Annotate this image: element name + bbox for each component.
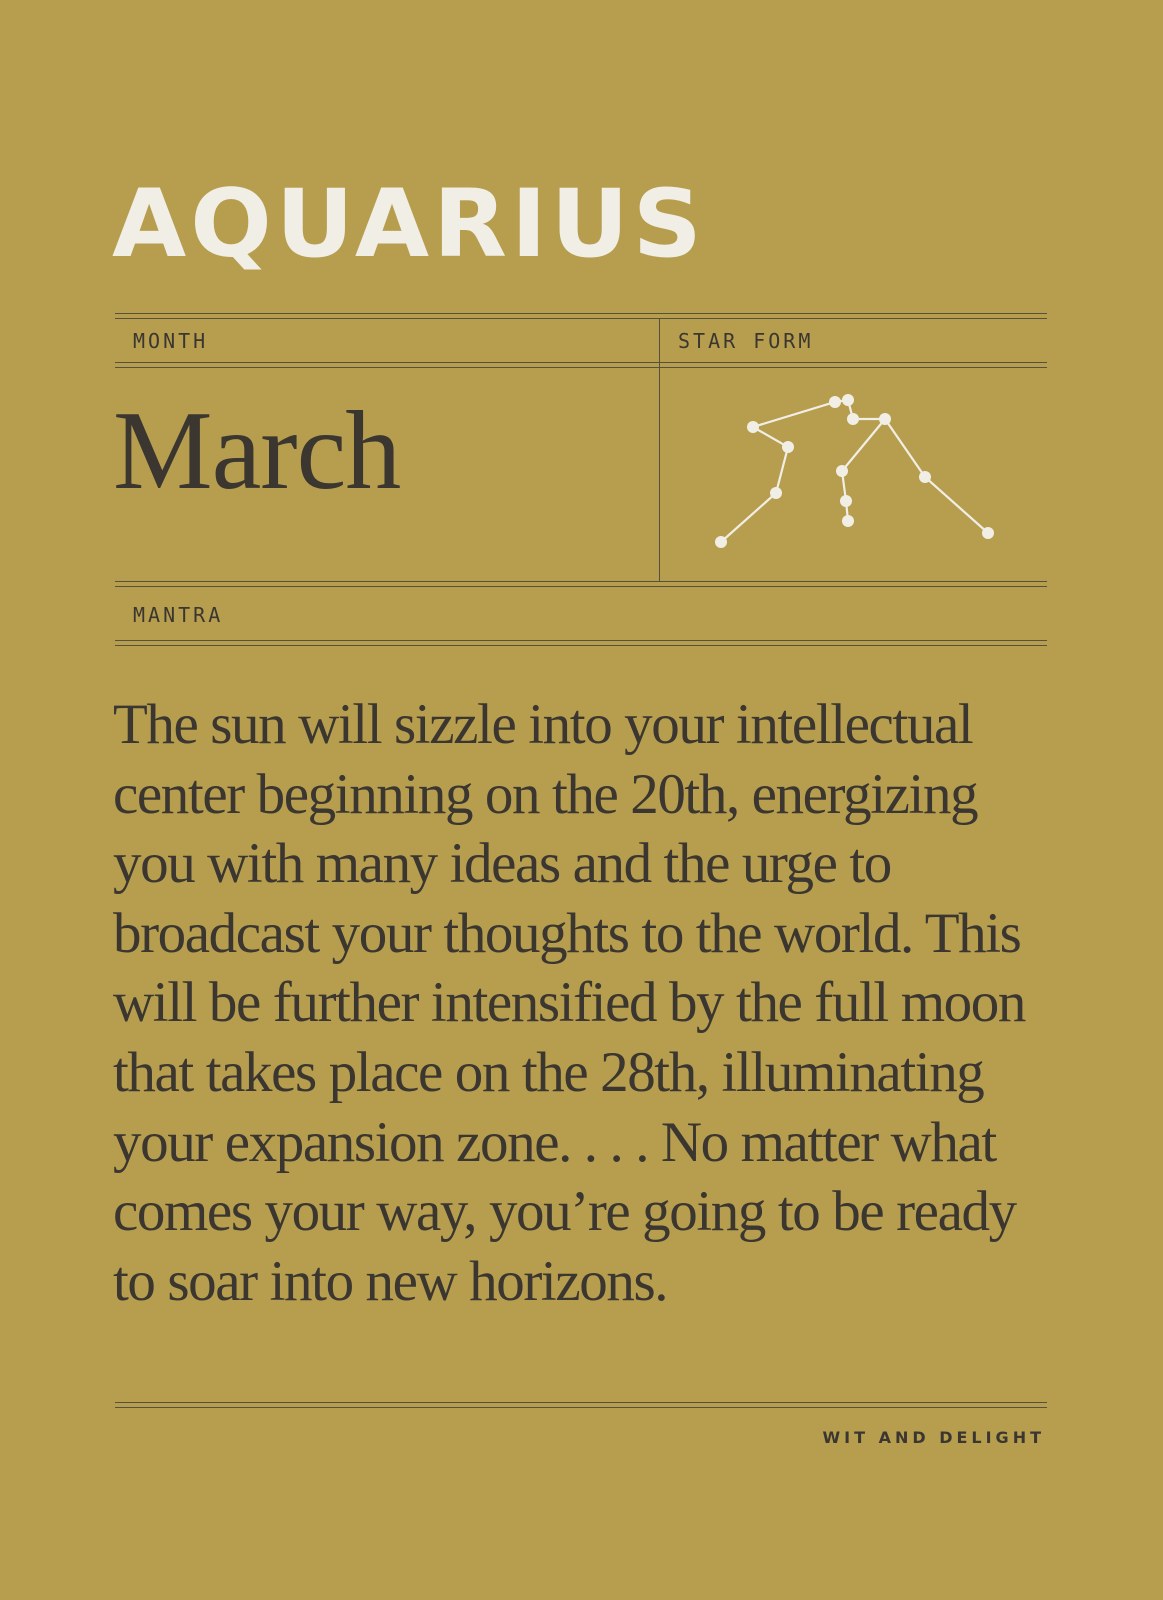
divider	[115, 1402, 1047, 1403]
divider	[115, 313, 1047, 314]
star-form-label: STAR FORM	[678, 329, 814, 353]
divider	[115, 318, 1047, 319]
month-value: March	[113, 389, 401, 513]
divider	[115, 581, 1047, 582]
divider	[115, 586, 1047, 587]
divider	[115, 1407, 1047, 1408]
aquarius-constellation-icon	[700, 385, 1010, 555]
column-divider	[659, 318, 660, 582]
mantra-label: MANTRA	[133, 603, 224, 627]
divider	[115, 640, 1047, 641]
mantra-text: The sun will sizzle into your intellectual center beginning on the 20th, energizing you with many ideas and the urge to broadcast your thoughts to the world. This will be further intensified by the full moon that takes place on the 28th, illuminating your expansion zone. . . . No matter what comes your way, you’re going to be ready to soar into new horizons.	[113, 693, 1025, 1313]
divider	[115, 645, 1047, 646]
sign-title: AQUARIUS	[112, 170, 706, 279]
brand-name: WIT AND DELIGHT	[822, 1428, 1045, 1447]
divider	[115, 367, 1047, 368]
divider	[115, 362, 1047, 363]
month-label: MONTH	[133, 329, 209, 353]
